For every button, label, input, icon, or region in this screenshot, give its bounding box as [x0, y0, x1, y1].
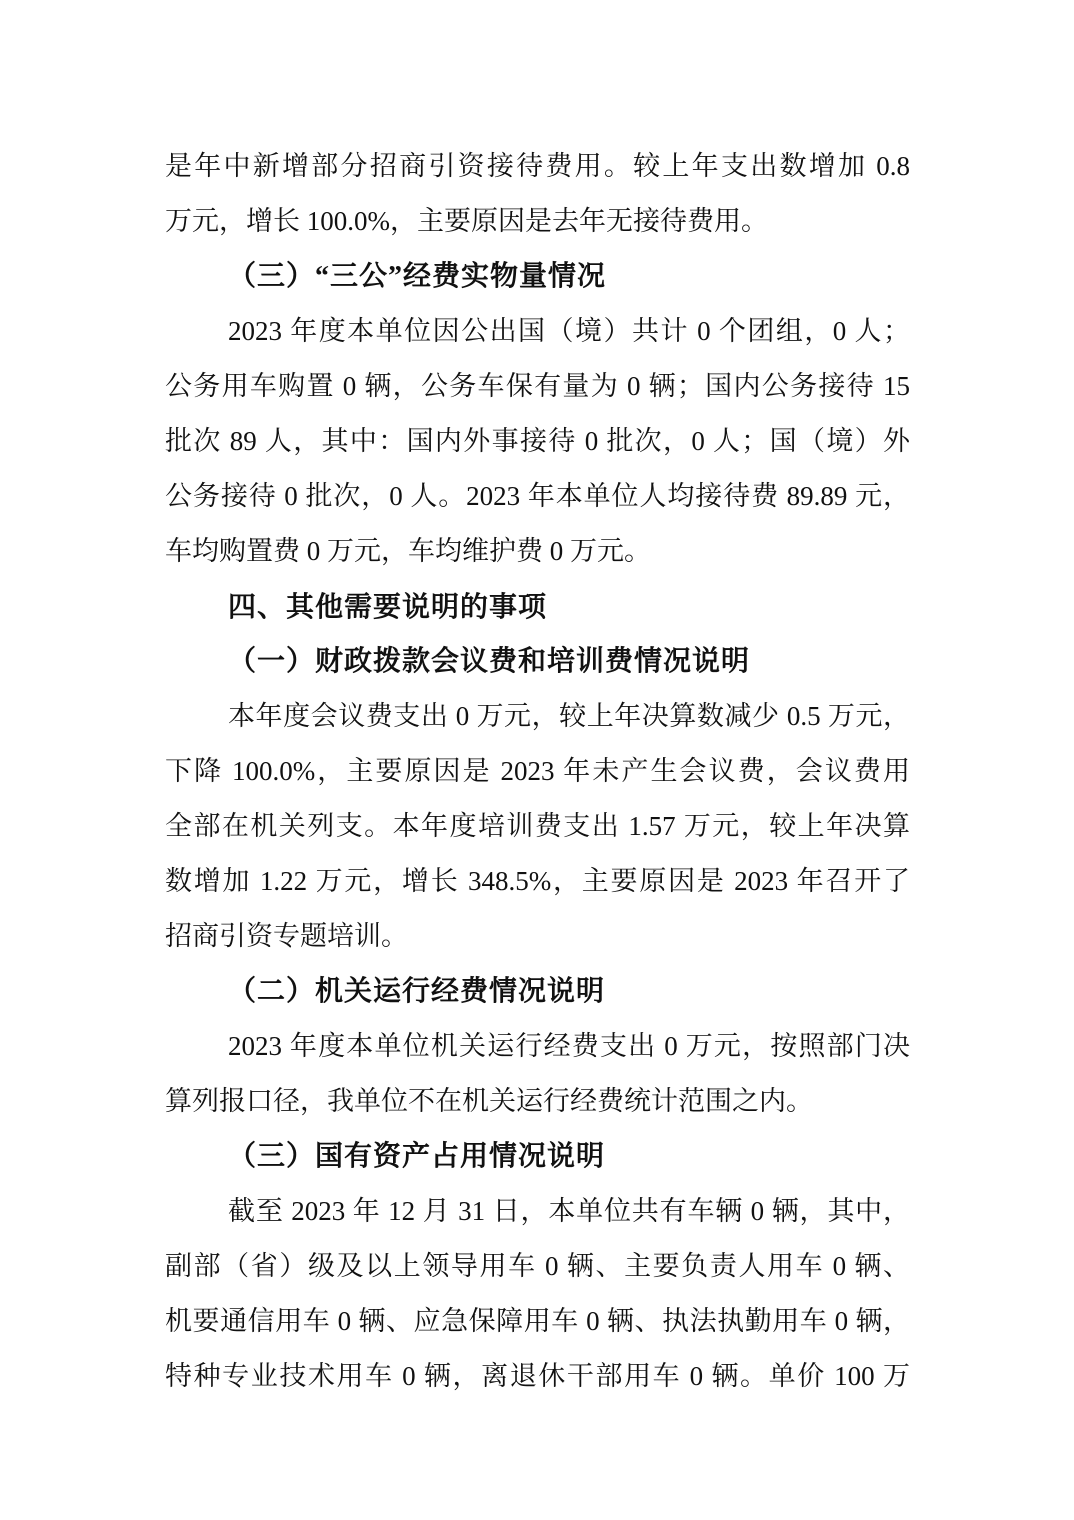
- paragraph-line: 副部（省）级及以上领导用车 0 辆、主要负责人用车 0 辆、: [165, 1251, 910, 1281]
- paragraph-line: 招商引资专题培训。: [165, 921, 408, 951]
- paragraph-line: 万元，增长 100.0%，主要原因是去年无接待费用。: [165, 206, 768, 236]
- paragraph-line: 公务用车购置 0 辆，公务车保有量为 0 辆；国内公务接待 15: [165, 371, 910, 401]
- paragraph-line: 2023 年度本单位机关运行经费支出 0 万元，按照部门决: [228, 1031, 910, 1061]
- paragraph-line: 下降 100.0%，主要原因是 2023 年未产生会议费，会议费用: [165, 756, 910, 786]
- heading-state-owned-assets: （三）国有资产占用情况说明: [228, 1141, 606, 1172]
- document-content: [165, 139, 910, 1404]
- paragraph-line: 公务接待 0 批次，0 人。2023 年本单位人均接待费 89.89 元，: [165, 481, 910, 511]
- paragraph-line: 全部在机关列支。本年度培训费支出 1.57 万元，较上年决算: [165, 811, 910, 841]
- paragraph-line: 车均购置费 0 万元，车均维护费 0 万元。: [165, 536, 651, 566]
- paragraph-line: 数增加 1.22 万元，增长 348.5%，主要原因是 2023 年召开了: [165, 866, 910, 896]
- paragraph-line: 本年度会议费支出 0 万元，较上年决算数减少 0.5 万元，: [228, 701, 910, 731]
- paragraph-line: 2023 年度本单位因公出国（境）共计 0 个团组，0 人；: [228, 316, 910, 346]
- paragraph-line: 批次 89 人，其中：国内外事接待 0 批次，0 人；国（境）外: [165, 426, 910, 456]
- paragraph-line: 是年中新增部分招商引资接待费用。较上年支出数增加 0.8: [165, 151, 910, 181]
- paragraph-line: 机要通信用车 0 辆、应急保障用车 0 辆、执法执勤用车 0 辆，: [165, 1306, 910, 1336]
- heading-agency-operating-expense: （二）机关运行经费情况说明: [228, 976, 606, 1007]
- heading-other-matters: 四、其他需要说明的事项: [228, 591, 548, 622]
- paragraph-line: 特种专业技术用车 0 辆，离退休干部用车 0 辆。单价 100 万: [165, 1361, 910, 1391]
- heading-meeting-training-fee: （一）财政拨款会议费和培训费情况说明: [228, 646, 751, 677]
- paragraph-line: 截至 2023 年 12 月 31 日，本单位共有车辆 0 辆，其中，: [228, 1196, 910, 1226]
- heading-three-public-funds-physical: （三）“三公”经费实物量情况: [228, 261, 607, 292]
- paragraph-line: 算列报口径，我单位不在机关运行经费统计范围之内。: [165, 1086, 813, 1116]
